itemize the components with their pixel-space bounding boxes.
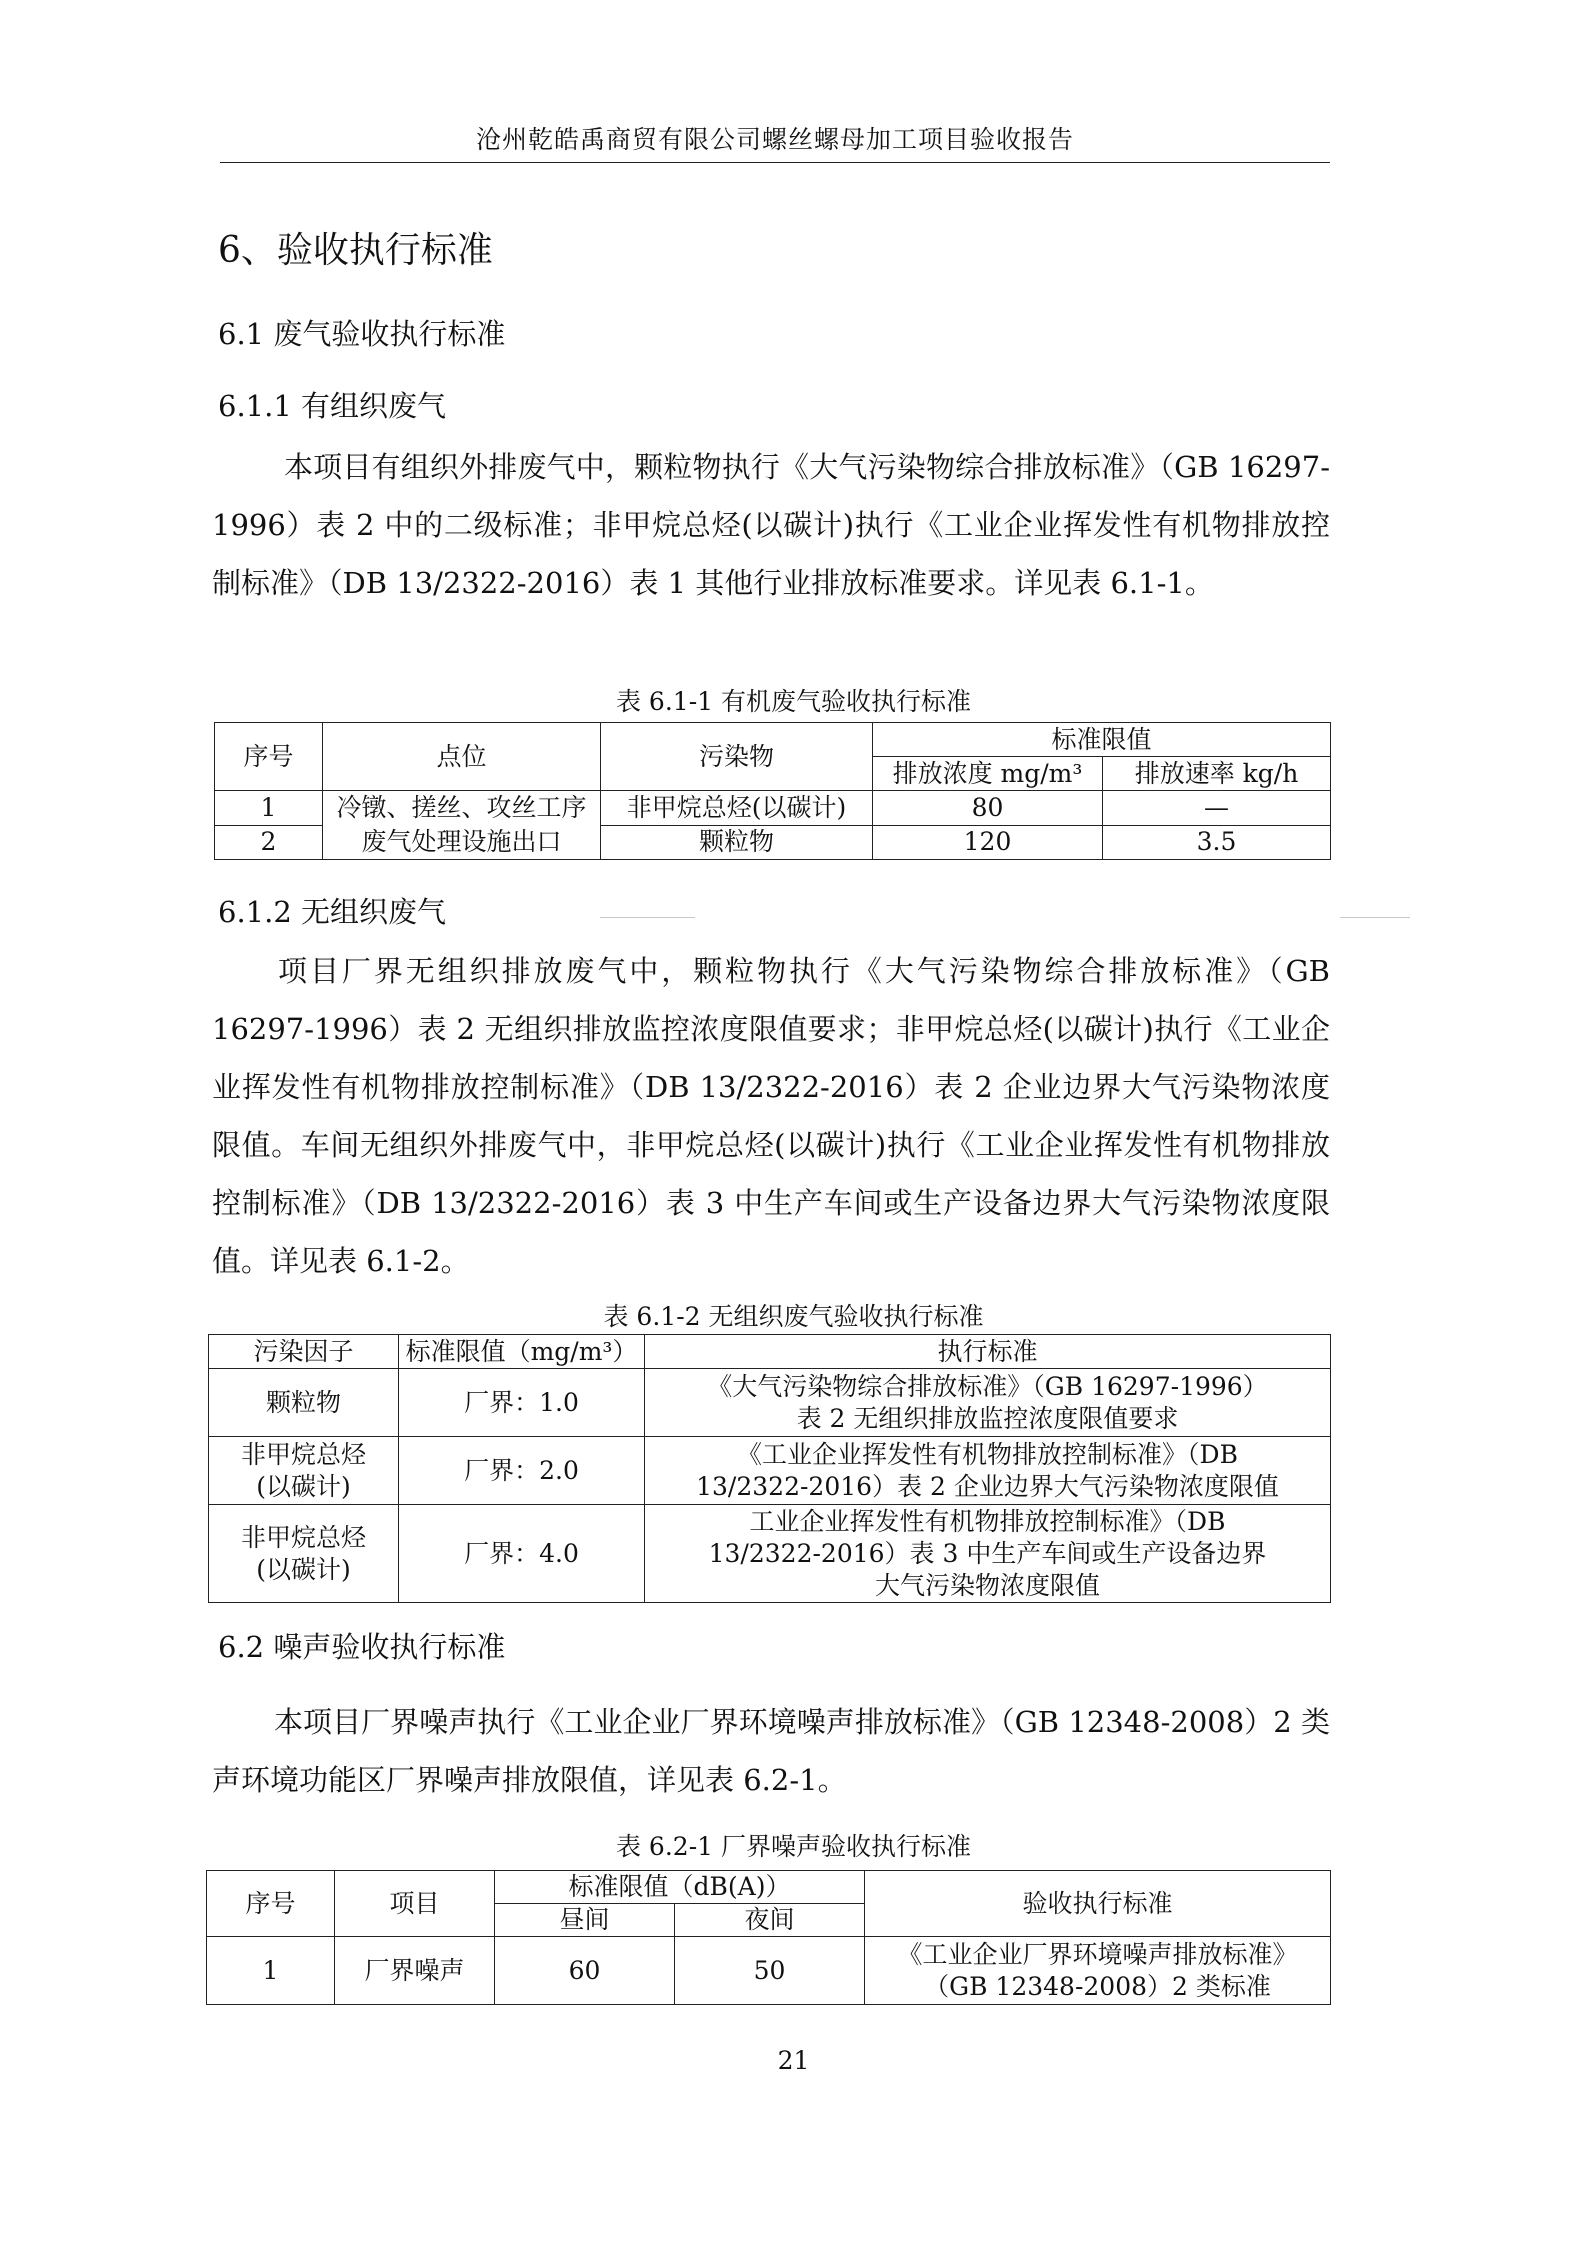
table1-cell-rate: — (1103, 791, 1331, 826)
table2-cell-limit: 厂界：2.0 (399, 1437, 645, 1505)
table2-cell-std (645, 1437, 1331, 1505)
table3-cell-day: 60 (495, 1937, 675, 2005)
table3-cell-item: 厂界噪声 (335, 1937, 495, 2005)
table2-std-line1: 《大气污染物综合排放标准》（GB 16297-1996） (707, 1371, 1268, 1401)
section-heading-6-1-2: 6.1.2 无组织废气 (218, 895, 447, 929)
table-6-1-2 (208, 1334, 1331, 1603)
section-heading-6-1: 6.1 废气验收执行标准 (218, 317, 506, 351)
table3-cell-night: 50 (675, 1937, 865, 2005)
table1-cell-pollutant: 颗粒物 (601, 825, 873, 860)
table3-header-day: 昼间 (495, 1904, 675, 1937)
section-heading-6-1-1: 6.1.1 有组织废气 (218, 389, 447, 423)
table2-std-line1: 工业企业挥发性有机物排放控制标准》（DB (749, 1506, 1226, 1536)
scan-artifact-line (600, 917, 695, 918)
table1-cell-rate: 3.5 (1103, 825, 1331, 860)
table1-point-line2: 废气处理设施出口 (361, 827, 562, 856)
table1-cell-conc: 120 (873, 825, 1103, 860)
table3-std-line1: 《工业企业厂界环境噪声排放标准》 (897, 1939, 1298, 1969)
paragraph-organized-emission: 本项目有组织外排废气中，颗粒物执行《大气污染物综合排放标准》（GB 16297-1996）表 2 中的二级标准；非甲烷总烃(以碳计)执行《工业企业挥发性有机物排放控制标准》（DB 13/2322-2016）表 1 其他行业排放标准要求。详见表 6.1-1。 (212, 450, 1330, 600)
table2-header-std: 执行标准 (645, 1335, 1331, 1369)
table3-header-std: 验收执行标准 (865, 1871, 1331, 1937)
table2-std-line2: 13/2322-2016）表 2 企业边界大气污染物浓度限值 (696, 1471, 1279, 1501)
paragraph-noise: 本项目厂界噪声执行《工业企业厂界环境噪声排放标准》（GB 12348-2008）2 类声环境功能区厂界噪声排放限值，详见表 6.2-1。 (212, 1705, 1330, 1797)
table-6-1-1-caption: 表 6.1-1 有机废气验收执行标准 (615, 687, 971, 716)
table1-cell-no: 1 (215, 791, 323, 826)
table2-std-line1: 《工业企业挥发性有机物排放控制标准》（DB (737, 1439, 1238, 1469)
table2-factor-line2: (以碳计) (256, 1554, 351, 1584)
table2-factor-line1: 非甲烷总烃 (240, 1439, 366, 1469)
table1-header-rate: 排放速率 kg/h (1103, 757, 1331, 791)
table1-cell-conc: 80 (873, 791, 1103, 826)
table2-cell-std (645, 1505, 1331, 1603)
paragraph-fugitive-emission: 项目厂界无组织排放废气中，颗粒物执行《大气污染物综合排放标准》（GB 16297-1996）表 2 无组织排放监控浓度限值要求；非甲烷总烃(以碳计)执行《工业企业挥发性有机物排放控制标准》（DB 13/2322-2016）表 2 企业边界大气污染物浓度限值。车间无组织外排废气中，非甲烷总烃(以碳计)执行《工业企业挥发性有机物排放控制标准》（DB 13/2322-2016）表 3 中生产车间或生产设备边界大气污染物浓度限值。详见表 6.1-2。 (212, 954, 1330, 1278)
table2-std-line2: 表 2 无组织排放监控浓度限值要求 (796, 1403, 1179, 1433)
table2-cell-limit: 厂界：1.0 (399, 1369, 645, 1437)
table2-factor-line1: 颗粒物 (265, 1387, 341, 1417)
table1-header-pollutant: 污染物 (601, 723, 873, 791)
table-row (209, 1505, 1331, 1603)
table-row (209, 1369, 1331, 1437)
table3-header-night: 夜间 (675, 1904, 865, 1937)
table2-factor-line1: 非甲烷总烃 (240, 1522, 366, 1552)
table1-point-line1: 冷镦、搓丝、攻丝工序 (336, 793, 587, 822)
table1-header-point: 点位 (323, 723, 601, 791)
table1-cell-point (323, 791, 601, 860)
table-row (207, 1937, 1331, 2005)
table2-header-limit: 标准限值（mg/m³） (399, 1335, 645, 1369)
table-6-2-1 (206, 1870, 1331, 2005)
table2-std-line3: 大气污染物浓度限值 (874, 1570, 1100, 1600)
table1-header-limit: 标准限值 (873, 723, 1331, 757)
table2-cell-factor (209, 1369, 399, 1437)
table3-header-item: 项目 (335, 1871, 495, 1937)
table1-header-no: 序号 (215, 723, 323, 791)
section-heading-6-2: 6.2 噪声验收执行标准 (218, 1630, 506, 1664)
table3-header-limit: 标准限值（dB(A)） (495, 1871, 865, 1904)
table2-cell-std (645, 1369, 1331, 1437)
table-6-2-1-caption: 表 6.2-1 厂界噪声验收执行标准 (615, 1832, 971, 1861)
table1-cell-no: 2 (215, 825, 323, 860)
table2-header-factor: 污染因子 (209, 1335, 399, 1369)
table-6-1-1 (214, 722, 1331, 860)
table2-cell-factor (209, 1437, 399, 1505)
table-row (209, 1437, 1331, 1505)
table2-std-line2: 13/2322-2016）表 3 中生产车间或生产设备边界 (708, 1538, 1267, 1568)
table1-header-conc: 排放浓度 mg/m³ (873, 757, 1103, 791)
table-row (215, 791, 1331, 826)
table3-std-line2: （GB 12348-2008）2 类标准 (924, 1971, 1271, 2001)
table3-header-no: 序号 (207, 1871, 335, 1937)
header-rule (220, 162, 1330, 163)
table3-cell-no: 1 (207, 1937, 335, 2005)
table2-cell-factor (209, 1505, 399, 1603)
running-header: 沧州乾皓禹商贸有限公司螺丝螺母加工项目验收报告 (475, 125, 1074, 154)
table2-factor-line2: (以碳计) (256, 1471, 351, 1501)
table-6-1-2-caption: 表 6.1-2 无组织废气验收执行标准 (603, 1302, 984, 1331)
table1-cell-pollutant: 非甲烷总烃(以碳计) (601, 791, 873, 826)
scan-artifact-line (1340, 917, 1410, 918)
table3-cell-std (865, 1937, 1331, 2005)
section-heading-6: 6、验收执行标准 (218, 230, 493, 271)
table2-cell-limit: 厂界：4.0 (399, 1505, 645, 1603)
page-number: 21 (777, 2046, 810, 2075)
